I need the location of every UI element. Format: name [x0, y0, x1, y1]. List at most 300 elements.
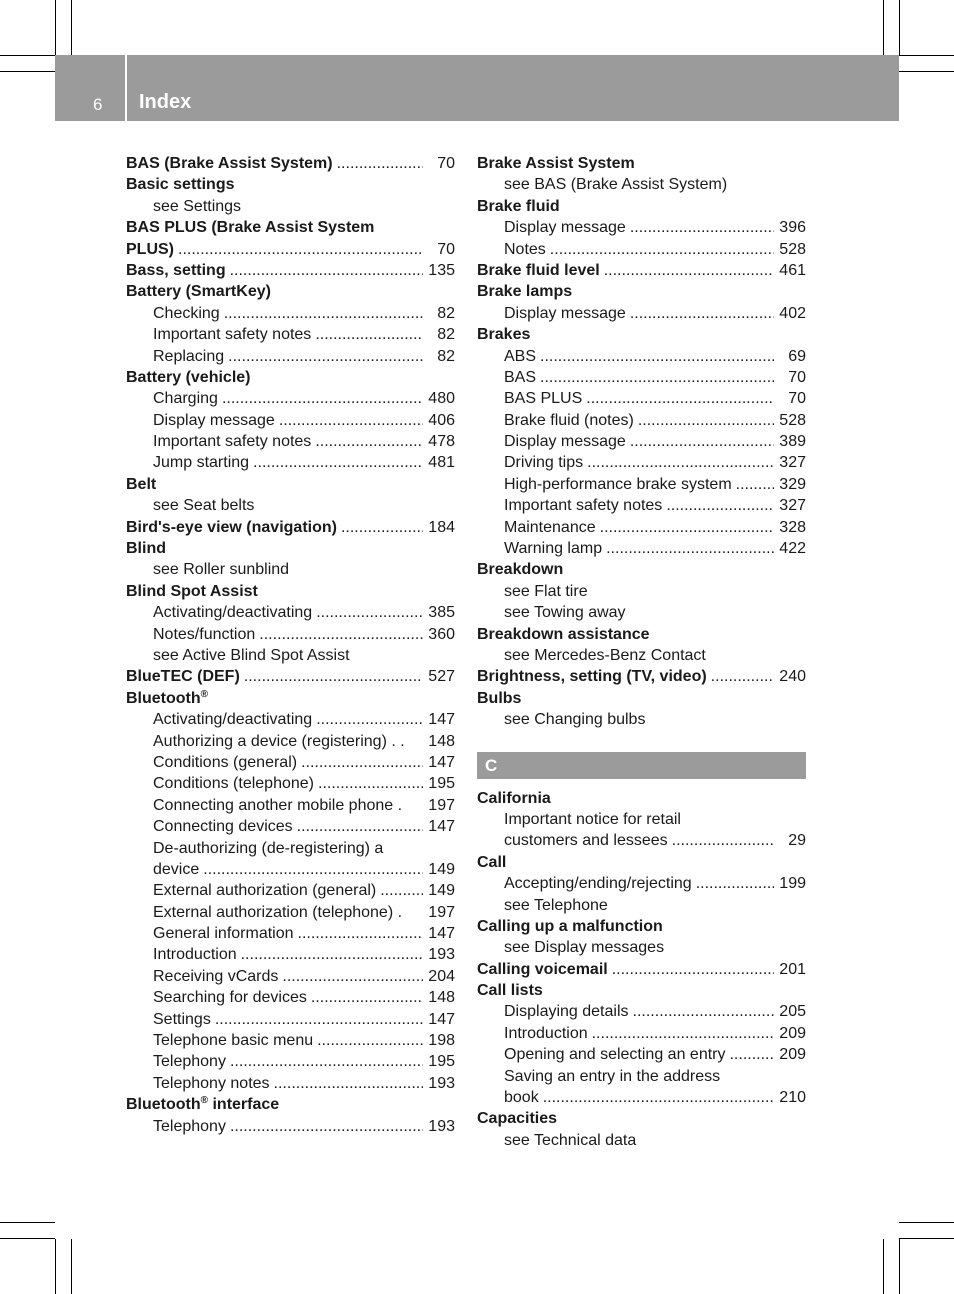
entry-text [126, 538, 166, 559]
dot-leader [311, 987, 423, 1008]
page-reference[interactable]: 478 [428, 433, 455, 451]
entry-text [477, 624, 650, 645]
entry-text [504, 581, 588, 602]
entry-text [504, 645, 706, 666]
index-entry [126, 367, 455, 388]
crop-mark [71, 0, 72, 55]
index-subentry [477, 1066, 806, 1087]
entry-label: Bulbs [477, 689, 522, 707]
page-reference[interactable]: 149 [428, 860, 455, 878]
index-subentry [477, 830, 806, 851]
crop-mark [55, 1239, 56, 1294]
page-reference[interactable]: 147 [428, 818, 455, 836]
index-subentry [477, 452, 806, 473]
index-subentry [126, 795, 455, 816]
entry-label: Capacities [477, 1110, 558, 1128]
index-subentry [126, 773, 455, 794]
dot-leader [228, 346, 423, 367]
entry-label: Calling up a malfunction [477, 917, 663, 935]
page-reference[interactable]: 197 [428, 903, 455, 921]
entry-text [504, 1087, 539, 1108]
entry-label: Authorizing a device (registering) . . [153, 732, 405, 750]
entry-text [126, 260, 226, 281]
entry-label: Checking [153, 304, 220, 322]
page-reference[interactable]: 328 [779, 518, 806, 536]
dot-leader [316, 709, 423, 730]
dot-leader [380, 880, 423, 901]
dot-leader [222, 388, 423, 409]
entry-label: Display message [504, 433, 626, 451]
dot-leader [630, 217, 774, 238]
entry-text [153, 1051, 226, 1072]
crop-mark [883, 0, 884, 55]
page-reference[interactable]: 201 [779, 960, 806, 978]
page-reference[interactable]: 240 [779, 668, 806, 686]
page-reference[interactable]: 327 [779, 497, 806, 515]
entry-text [153, 196, 241, 217]
entry-text [153, 410, 275, 431]
page-reference[interactable]: 199 [779, 875, 806, 893]
page-reference[interactable]: 147 [428, 711, 455, 729]
dot-leader [298, 923, 423, 944]
dot-leader [230, 260, 423, 281]
entry-label: see Roller sunblind [153, 561, 290, 579]
index-subentry [477, 873, 806, 894]
index-subentry [126, 1009, 455, 1030]
page-reference[interactable]: 385 [428, 604, 455, 622]
dot-leader [592, 1023, 774, 1044]
entry-label: External authorization (telephone) . [153, 903, 403, 921]
entry-label: Bird's-eye view (navigation) [126, 518, 337, 536]
index-entry [126, 517, 455, 538]
dot-leader [282, 966, 423, 987]
index-subentry [126, 410, 455, 431]
dot-leader [337, 153, 423, 174]
index-subentry [477, 217, 806, 238]
page-reference[interactable]: 480 [428, 390, 455, 408]
dot-leader [696, 873, 774, 894]
dot-leader [604, 260, 774, 281]
index-subentry [477, 1044, 806, 1065]
entry-text [504, 388, 582, 409]
dot-leader [341, 517, 423, 538]
entry-label: Calling voicemail [477, 960, 608, 978]
page-reference[interactable]: 193 [428, 1074, 455, 1092]
entry-label: Call lists [477, 982, 543, 1000]
entry-text [504, 937, 664, 958]
page-reference[interactable]: 209 [779, 1024, 806, 1042]
entry-text [153, 859, 199, 880]
dot-leader [316, 602, 423, 623]
entry-text [153, 495, 254, 516]
page-reference[interactable]: 147 [428, 753, 455, 771]
dot-leader [540, 346, 774, 367]
entry-text [126, 688, 208, 709]
entry-text [504, 895, 608, 916]
entry-label: device [153, 860, 200, 878]
entry-label: Notes/function [153, 625, 256, 643]
entry-text [153, 388, 218, 409]
index-entry [126, 581, 455, 602]
dot-leader [711, 666, 774, 687]
entry-text [504, 474, 732, 495]
index-subentry [477, 1087, 806, 1108]
entry-text [153, 838, 383, 859]
dot-leader [600, 517, 774, 538]
page-reference[interactable]: 148 [428, 732, 455, 750]
entry-text [153, 902, 402, 923]
index-entry [126, 474, 455, 495]
index-subentry [477, 474, 806, 495]
entry-text [153, 1009, 211, 1030]
entry-label: PLUS) [126, 240, 174, 258]
entry-text [153, 880, 376, 901]
page-reference[interactable]: 147 [428, 1010, 455, 1028]
index-subentry [126, 1051, 455, 1072]
entry-label: Breakdown [477, 561, 564, 579]
entry-label: Opening and selecting an entry [504, 1046, 726, 1064]
entry-label: Bass, setting [126, 261, 226, 279]
entry-label: see Telephone [504, 896, 608, 914]
entry-label: Important notice for retail [504, 810, 681, 828]
entry-label: Belt [126, 475, 157, 493]
entry-label: see Technical data [504, 1131, 637, 1149]
entry-text [504, 452, 583, 473]
dot-leader [244, 666, 423, 687]
index-entry [126, 174, 455, 195]
index-subentry [126, 303, 455, 324]
index-subentry [126, 731, 455, 752]
crop-mark [899, 1222, 954, 1223]
page-reference[interactable]: 195 [428, 1053, 455, 1071]
entry-text [504, 830, 668, 851]
entry-label: Basic settings [126, 176, 235, 194]
entry-label: Settings [153, 1010, 211, 1028]
entry-text [477, 959, 608, 980]
index-subentry [126, 923, 455, 944]
entry-text [504, 538, 602, 559]
dot-leader [178, 239, 423, 260]
entry-label: Maintenance [504, 518, 596, 536]
page-reference[interactable]: 70 [437, 240, 455, 258]
entry-label: De-authorizing (de-registering) a [153, 839, 384, 857]
dot-leader [224, 303, 423, 324]
page-reference[interactable]: 210 [779, 1089, 806, 1107]
crop-mark [883, 1239, 884, 1294]
page-reference[interactable]: 29 [788, 832, 806, 850]
dot-leader [203, 859, 423, 880]
entry-label: Driving tips [504, 454, 584, 472]
entry-text [126, 1094, 279, 1115]
index-entry [126, 281, 455, 302]
entry-label: BAS PLUS [504, 390, 583, 408]
page-reference[interactable]: 528 [779, 240, 806, 258]
entry-label: Introduction [153, 946, 237, 964]
page-reference[interactable]: 204 [428, 967, 455, 985]
page-reference[interactable]: 396 [779, 219, 806, 237]
index-subentry [477, 346, 806, 367]
index-subentry [126, 559, 455, 580]
index-subentry [126, 495, 455, 516]
index-column-right [477, 153, 806, 1151]
entry-label: BAS PLUS (Brake Assist System [126, 219, 375, 237]
entry-label: Brake lamps [477, 283, 573, 301]
entry-text [504, 1023, 588, 1044]
page-reference[interactable]: 135 [428, 261, 455, 279]
index-subentry [126, 452, 455, 473]
page-title: Index [139, 91, 192, 113]
page-reference[interactable]: 82 [437, 347, 455, 365]
entry-text [153, 752, 297, 773]
index-subentry [477, 1001, 806, 1022]
page-reference[interactable]: 461 [779, 261, 806, 279]
entry-text [153, 559, 289, 580]
entry-label: Displaying details [504, 1003, 629, 1021]
page-reference[interactable]: 205 [779, 1003, 806, 1021]
index-subentry [126, 645, 455, 666]
page-reference[interactable]: 198 [428, 1032, 455, 1050]
dot-leader [638, 410, 774, 431]
entry-label: Brake fluid level [477, 261, 600, 279]
entry-text [504, 809, 681, 830]
registered-mark: ® [200, 688, 209, 700]
entry-label: Display message [504, 219, 626, 237]
page-reference[interactable]: 422 [779, 540, 806, 558]
entry-text [153, 1073, 270, 1094]
page-reference[interactable]: 481 [428, 454, 455, 472]
entry-text [504, 1001, 629, 1022]
index-entry [477, 959, 806, 980]
entry-text [504, 495, 662, 516]
crop-mark [899, 1238, 954, 1239]
entry-text [504, 709, 645, 730]
entry-label: BlueTEC (DEF) [126, 668, 240, 686]
entry-label: Bluetooth [126, 689, 201, 707]
entry-text [153, 923, 294, 944]
page-reference[interactable]: 528 [779, 411, 806, 429]
entry-label: Replacing [153, 347, 225, 365]
index-entry [126, 153, 455, 174]
page-reference[interactable]: 70 [788, 390, 806, 408]
dot-leader [297, 816, 423, 837]
page-reference[interactable]: 209 [779, 1046, 806, 1064]
index-subentry [126, 346, 455, 367]
page-reference[interactable]: 184 [428, 518, 455, 536]
page-reference[interactable]: 148 [428, 989, 455, 1007]
page-reference[interactable]: 195 [428, 775, 455, 793]
entry-label: Charging [153, 390, 218, 408]
entry-label: Important safety notes [504, 497, 663, 515]
index-entry [477, 624, 806, 645]
entry-text [153, 303, 220, 324]
index-section-letter: C [477, 752, 806, 779]
dot-leader [274, 1073, 423, 1094]
index-subentry [126, 431, 455, 452]
index-entry [477, 324, 806, 345]
page-reference[interactable]: 197 [428, 796, 455, 814]
entry-label: Bluetooth [126, 1096, 201, 1114]
entry-text [126, 367, 251, 388]
dot-leader [630, 431, 774, 452]
index-subentry [126, 816, 455, 837]
index-subentry [126, 752, 455, 773]
entry-label: see Mercedes-Benz Contact [504, 646, 706, 664]
index-subentry [126, 1073, 455, 1094]
entry-text [504, 217, 626, 238]
entry-label: Battery (vehicle) [126, 368, 251, 386]
entry-text [153, 987, 307, 1008]
entry-label: BAS (Brake Assist System) [126, 155, 333, 172]
entry-text [504, 303, 626, 324]
index-entry [126, 688, 455, 709]
entry-label: Activating/deactivating [153, 711, 313, 729]
page-reference[interactable]: 406 [428, 411, 455, 429]
index-entry [477, 980, 806, 1001]
index-entry [477, 559, 806, 580]
page-reference[interactable]: 69 [788, 347, 806, 365]
page-reference[interactable]: 149 [428, 882, 455, 900]
entry-text [504, 239, 546, 260]
entry-text [477, 688, 521, 709]
entry-label: ABS [504, 347, 537, 365]
entry-label: Important safety notes [153, 433, 312, 451]
entry-text [504, 602, 626, 623]
index-subentry [477, 431, 806, 452]
entry-text [504, 1044, 725, 1065]
entry-label: Display message [153, 411, 275, 429]
index-entry [126, 217, 455, 238]
entry-text [477, 916, 663, 937]
page-reference[interactable]: 360 [428, 625, 455, 643]
entry-text [153, 944, 237, 965]
index-entry [477, 281, 806, 302]
index-column-left [126, 153, 455, 1137]
entry-label: Brake fluid [477, 197, 560, 215]
entry-text [153, 1116, 226, 1137]
page-reference[interactable]: 147 [428, 925, 455, 943]
page-reference[interactable]: 193 [428, 946, 455, 964]
index-entry [126, 538, 455, 559]
entry-text [126, 666, 240, 687]
entry-label: see Towing away [504, 604, 626, 622]
dot-leader [672, 830, 774, 851]
entry-label: see BAS (Brake Assist System) [504, 176, 728, 194]
index-subentry [477, 367, 806, 388]
entry-label: Activating/deactivating [153, 604, 313, 622]
dot-leader [587, 452, 774, 473]
entry-text [126, 217, 374, 238]
index-subentry [126, 859, 455, 880]
dot-leader [586, 388, 774, 409]
index-subentry [126, 602, 455, 623]
entry-label: see Flat tire [504, 582, 588, 600]
entry-text [504, 174, 727, 195]
entry-label: BAS [504, 368, 537, 386]
entry-text [477, 260, 600, 281]
entry-text [126, 153, 333, 174]
entry-label: Connecting devices [153, 818, 293, 836]
page-reference[interactable]: 402 [779, 304, 806, 322]
page-reference[interactable]: 82 [437, 304, 455, 322]
entry-label: Brightness, setting (TV, video) [477, 668, 707, 686]
index-entry [477, 916, 806, 937]
entry-text [504, 873, 692, 894]
index-entry [126, 1094, 455, 1115]
entry-label: Important safety notes [153, 326, 312, 344]
page-header [55, 55, 899, 121]
dot-leader [315, 431, 423, 452]
entry-label-suffix: interface [208, 1096, 280, 1114]
dot-leader [540, 367, 774, 388]
entry-text [153, 816, 293, 837]
entry-text [477, 196, 560, 217]
entry-label: Introduction [504, 1024, 588, 1042]
entry-text [126, 174, 234, 195]
index-entry [477, 260, 806, 281]
crop-mark [0, 71, 55, 72]
dot-leader [279, 410, 423, 431]
index-subentry [126, 196, 455, 217]
entry-label: see Changing bulbs [504, 711, 646, 729]
dot-leader [230, 1051, 423, 1072]
entry-label: Warning lamp [504, 540, 603, 558]
dot-leader [606, 538, 774, 559]
entry-text [153, 602, 312, 623]
page-reference[interactable]: 70 [788, 368, 806, 386]
entry-label: Breakdown assistance [477, 625, 650, 643]
index-subentry [126, 1030, 455, 1051]
page-reference[interactable]: 389 [779, 433, 806, 451]
entry-text [153, 431, 311, 452]
crop-mark [899, 55, 954, 56]
page-number: 6 [93, 95, 103, 114]
entry-label: California [477, 789, 551, 807]
entry-label: Telephony [153, 1053, 226, 1071]
index-subentry [477, 517, 806, 538]
index-subentry [126, 987, 455, 1008]
index-subentry [477, 495, 806, 516]
entry-label: Accepting/ending/rejecting [504, 875, 692, 893]
page-reference[interactable]: 82 [437, 326, 455, 344]
index-entry [477, 1108, 806, 1129]
entry-label: see Seat belts [153, 497, 255, 515]
index-subentry [477, 645, 806, 666]
page-reference[interactable]: 329 [779, 475, 806, 493]
index-subentry [477, 303, 806, 324]
entry-label: Telephone basic menu [153, 1032, 314, 1050]
crop-mark [0, 1222, 55, 1223]
dot-leader [633, 1001, 774, 1022]
dot-leader [729, 1044, 774, 1065]
entry-label: Brake Assist System [477, 155, 635, 172]
page-reference[interactable]: 527 [428, 668, 455, 686]
entry-text [126, 517, 337, 538]
entry-label: High-performance brake system [504, 475, 732, 493]
entry-label: Searching for devices [153, 989, 307, 1007]
index-subentry [126, 838, 455, 859]
index-subentry [477, 709, 806, 730]
page-reference[interactable]: 70 [437, 155, 455, 172]
entry-label: see Display messages [504, 939, 665, 957]
page-reference[interactable]: 327 [779, 454, 806, 472]
index-subentry [126, 1116, 455, 1137]
entry-label: customers and lessees [504, 832, 668, 850]
index-subentry [477, 410, 806, 431]
page-reference[interactable]: 193 [428, 1117, 455, 1135]
entry-text [153, 709, 312, 730]
index-subentry [477, 1023, 806, 1044]
entry-text [504, 1130, 636, 1151]
